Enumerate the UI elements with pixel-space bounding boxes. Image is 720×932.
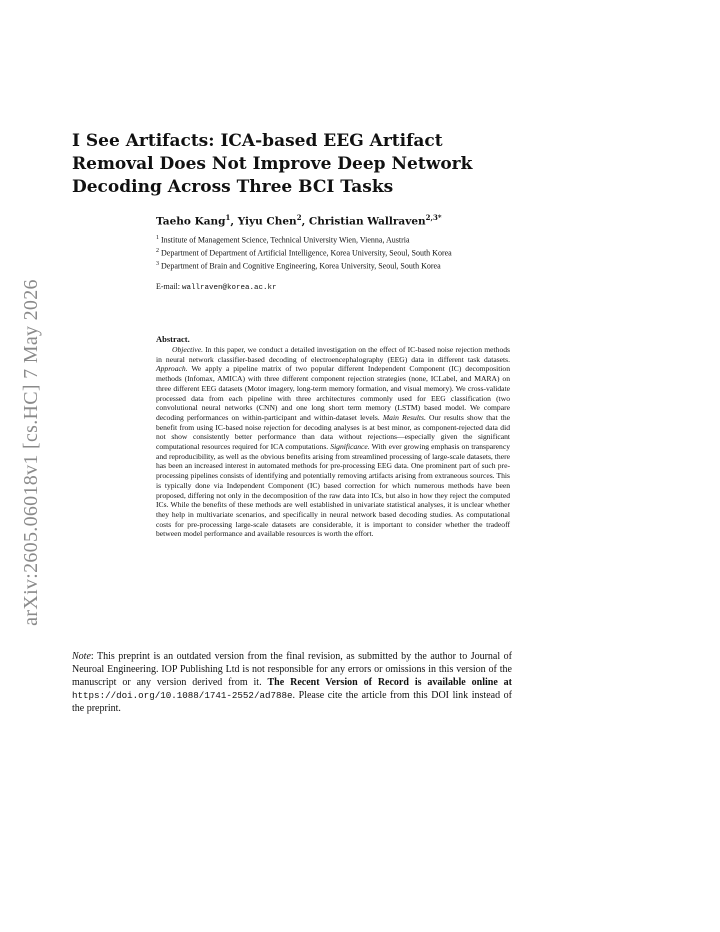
note-lead-punct: : <box>90 651 94 662</box>
author-name: Christian Wallraven <box>308 215 426 228</box>
affiliation-2 <box>156 246 512 259</box>
abstract-results: Our results show that the benefit from using IC-based noise rejection for decoding analyses is at best minor, as component-rejected data did not show consistently better performance than data without rejections—especially given the significant computational resources required for ICA computations. <box>156 412 510 452</box>
abstract-approach: We apply a pipeline matrix of two popular different Independent Component (IC) decomposition methods (Infomax, AMICA) with three different component rejection strategies (none, ICLabel, and MARA) on three different EEG datasets (Motor imagery, long-term memory formation, and visual memory). We cross-validate processed data from each pipeline with three architectures commonly used for EEG classification (two convolutional neural networks (CNN) and one long short term memory (LSTM) based model. We compare decoding performances on within-participant and within-dataset levels. <box>156 364 511 422</box>
abstract-significance: With ever growing emphasis on transparency and reproducibility, as well as the obvious benefits arising from streamlined processing of large-scale datasets, there has been an increased interest in automated methods for pre-processing EEG data. One prominent part of such pre-processing pipelines consists of identifying and potentially removing artifacts arising from extraneous sources. This is typically done via Independent Component (IC) based correction for which numerous methods have been proposed, differing not only in the decomposition of the raw data into ICs, but also in how they reject the computed ICs. While the benefits of these methods are well established in univariate statistical analyses, it is unclear whether they help in multivariate scenarios, and specifically in neural network based decoding studies. As computational costs for pre-processing large-scale datasets are considerable, it is important to consider whether the tradeoff between model performance and available resources is worth the effort. <box>156 442 510 539</box>
arxiv-identifier-text: arXiv:2605.06018v1 [cs.HC] 7 May 2026 <box>19 278 42 626</box>
author-affiliation-mark: 2 <box>296 213 302 222</box>
author-name: Yiyu Chen <box>237 215 297 228</box>
author-affiliation-mark: 2,3* <box>425 213 442 222</box>
abstract-objective-label: Objective. <box>172 345 203 354</box>
doi-link[interactable]: https://doi.org/10.1088/1741-2552/ad788e <box>72 690 293 701</box>
abstract-results-label: Main Results. <box>382 412 426 422</box>
preprint-note <box>72 650 512 715</box>
affiliation-mark: 3 <box>156 260 159 267</box>
author-name: Taeho Kang <box>156 215 226 228</box>
author-block <box>156 210 512 293</box>
abstract-section <box>156 334 510 539</box>
note-text: This preprint is an outdated version from the final revision, as submitted by the author to Journal of Neuroal Engineering. IOP Publishing Ltd is not responsible for any errors or omissions in this version of the manuscript or any version derived from it. <box>72 651 512 688</box>
affiliation-1 <box>156 233 512 246</box>
abstract-heading: Abstract. <box>156 334 190 344</box>
note-bold-text: The Recent Version of Record is available online at <box>267 677 513 688</box>
author-affiliation-mark: 1 <box>225 213 231 222</box>
email-address[interactable]: wallraven@korea.ac.kr <box>182 283 277 292</box>
abstract-body <box>156 345 510 539</box>
author-separator: , <box>230 215 238 228</box>
author-separator: , <box>301 215 309 228</box>
affiliation-mark: 1 <box>156 234 159 241</box>
abstract-approach-label: Approach. <box>156 364 188 374</box>
affiliation-mark: 2 <box>156 247 159 254</box>
affiliation-text: Institute of Management Science, Technical University Wien, Vienna, Austria <box>161 235 410 245</box>
affiliation-text: Department of Brain and Cognitive Engineering, Korea University, Seoul, South Korea <box>161 261 441 271</box>
contact-email <box>156 282 512 294</box>
affiliation-3 <box>156 259 512 272</box>
abstract-significance-label: Significance. <box>330 442 370 452</box>
note-text-end: . Please cite the article from this DOI link instead of the preprint. <box>72 690 512 714</box>
abstract-objective: In this paper, we conduct a detailed investigation on the effect of IC-based noise rejection methods in neural network classifier-based decoding of electroencephalography (EEG) data in different task datasets. <box>156 345 510 364</box>
arxiv-identifier-stamp <box>14 262 48 642</box>
note-lead: Note <box>72 651 91 662</box>
affiliation-text: Department of Department of Artificial Intelligence, Korea University, Seoul, South Korea <box>161 248 452 258</box>
email-label: E-mail: <box>156 281 180 291</box>
paper-title: I See Artifacts: ICA-based EEG Artifact Removal Does Not Improve Deep Network Decoding Across Three BCI Tasks <box>72 131 473 197</box>
author-list <box>156 210 512 230</box>
